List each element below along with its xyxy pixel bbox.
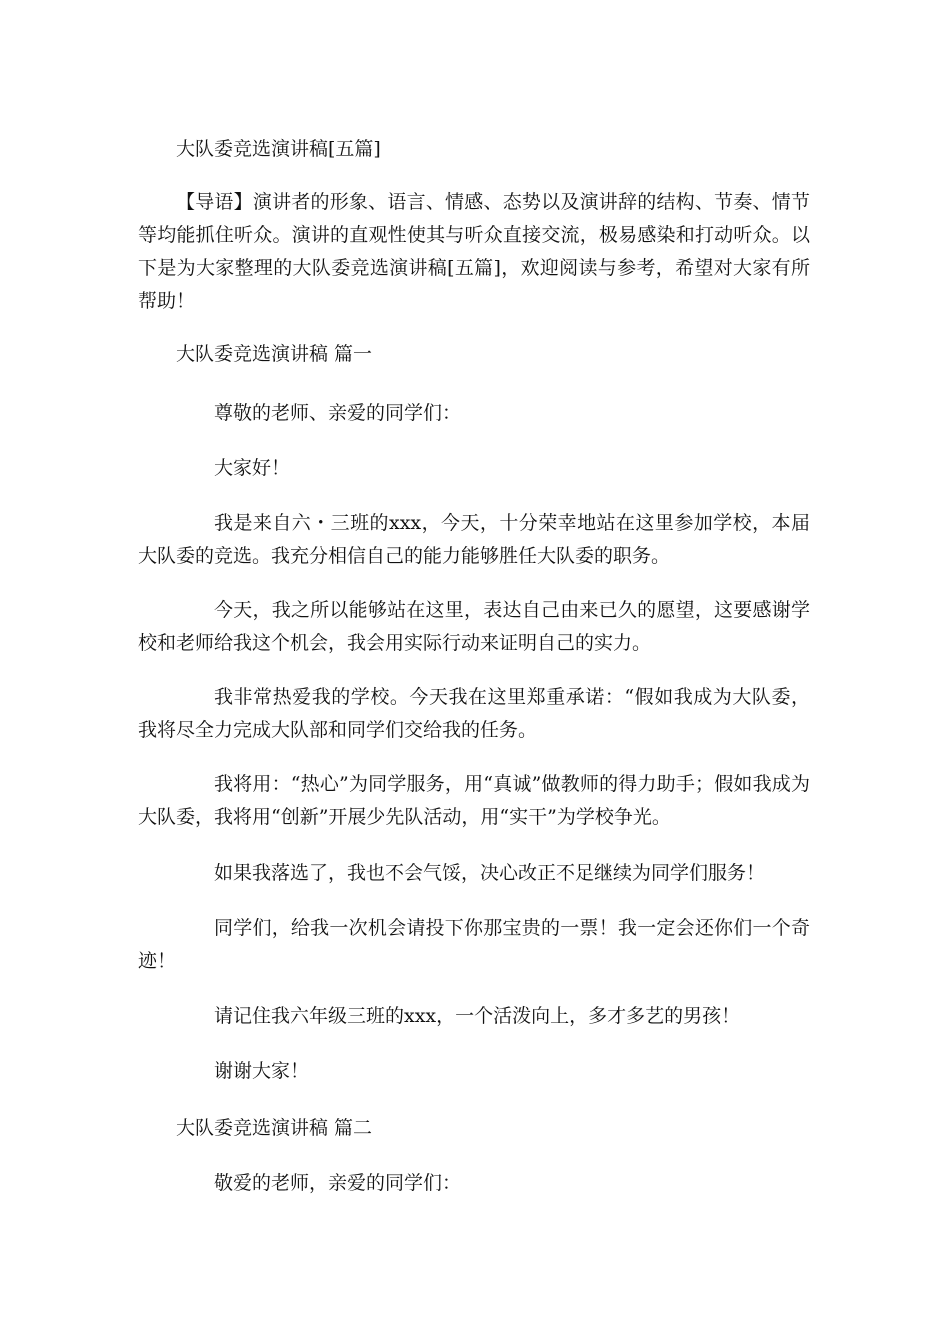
- paragraph: 敬爱的老师，亲爱的同学们：: [214, 1172, 462, 1194]
- paragraph: 同学们，给我一次机会请投下你那宝贵的一票！我一定会还你们一个奇迹！: [138, 917, 810, 972]
- intro-paragraph: 【导语】演讲者的形象、语言、情感、态势以及演讲辞的结构、节奏、情节等均能抓住听众。演讲的直观性使其与听众直接交流，极易感染和打动听众。以下是为大家整理的大队委竞选演讲稿[五篇]，欢迎阅读与参考，希望对大家有所帮助！: [138, 191, 810, 312]
- paragraph: 今天，我之所以能够站在这里，表达自己由来已久的愿望，这要感谢学校和老师给我这个机会，我会用实际行动来证明自己的实力。: [138, 599, 810, 654]
- paragraph: 我非常热爱我的学校。今天我在这里郑重承诺：“假如我成为大队委，我将尽全力完成大队部和同学们交给我的任务。: [138, 686, 810, 741]
- paragraph: 我是来自六・三班的xxx，今天，十分荣幸地站在这里参加学校，本届大队委的竞选。我充分相信自己的能力能够胜任大队委的职务。: [138, 512, 810, 567]
- section-heading-1: 大队委竞选演讲稿 篇一: [176, 343, 373, 365]
- paragraph: 如果我落选了，我也不会气馁，决心改正不足继续为同学们服务！: [214, 862, 766, 884]
- paragraph: 大家好！: [214, 457, 291, 479]
- paragraph: 我将用：“热心”为同学服务，用“真诚”做教师的得力助手；假如我成为大队委，我将用“创新”开展少先队活动，用“实干”为学校争光。: [138, 773, 810, 828]
- paragraph: 请记住我六年级三班的xxx，一个活泼向上，多才多艺的男孩！: [214, 1005, 741, 1027]
- paragraph: 尊敬的老师、亲爱的同学们：: [214, 402, 462, 424]
- document-title: 大队委竞选演讲稿[五篇]: [176, 138, 381, 160]
- paragraph: 谢谢大家！: [214, 1060, 310, 1082]
- section-heading-2: 大队委竞选演讲稿 篇二: [176, 1117, 373, 1139]
